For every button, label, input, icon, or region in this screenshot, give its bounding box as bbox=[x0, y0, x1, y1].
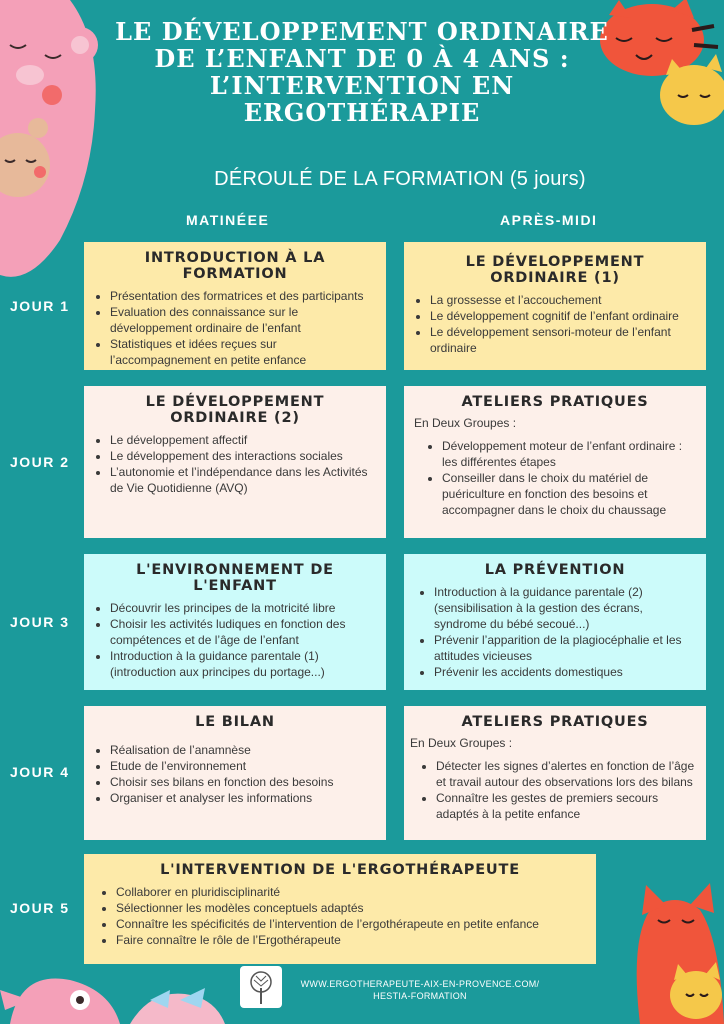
list-item: • Prévenir les accidents domestiques bbox=[434, 664, 696, 680]
list-item: • Evaluation des connaissance sur le développement ordinaire de l’enfant bbox=[110, 304, 376, 336]
day4-morning-card bbox=[84, 706, 386, 840]
list-item: • Statistiques et idées reçues sur l’accompagnement en petite enfance bbox=[110, 336, 376, 368]
list-item: • Introduction à la guidance parentale (2) (sensibilisation à la gestion des écrans, syndrome du bébé secoué...) bbox=[434, 584, 696, 632]
day3-afternoon-card bbox=[404, 554, 706, 690]
cat-illustration bbox=[620, 870, 724, 1024]
card-list bbox=[414, 292, 696, 356]
day2-afternoon-card bbox=[404, 386, 706, 538]
page-title: LE DÉVELOPPEMENT ORDINAIRE DE L’ENFANT DE 0 À 4 ANS : L’INTERVENTION EN ERGOTHÉRAPIE bbox=[115, 17, 609, 127]
list-item: • Choisir les activités ludiques en fonction des compétences et de l’âge de l’enfant bbox=[110, 616, 376, 648]
card-list bbox=[414, 438, 696, 518]
day-label-4: JOUR 4 bbox=[10, 764, 70, 780]
list-item: • Etude de l’environnement bbox=[110, 758, 376, 774]
list-item: • Conseiller dans le choix du matériel de puériculture en fonction des besoins et accompagner dans le choix du chaussage bbox=[442, 470, 696, 518]
list-item: • Le développement cognitif de l’enfant ordinaire bbox=[430, 308, 696, 324]
list-item: • Choisir ses bilans en fonction des besoins bbox=[110, 774, 376, 790]
card-title: ATELIERS PRATIQUES bbox=[461, 714, 649, 730]
card-list bbox=[414, 584, 696, 680]
card-intro: En Deux Groupes : bbox=[414, 416, 517, 430]
card-title: LE BILAN bbox=[195, 714, 275, 730]
card-list bbox=[94, 884, 586, 948]
card-title: L'ENVIRONNEMENT DE L'ENFANT bbox=[136, 562, 334, 594]
card-list bbox=[94, 288, 376, 368]
list-item: • Le développement affectif bbox=[110, 432, 376, 448]
card-list bbox=[94, 600, 376, 680]
tree-icon bbox=[240, 966, 282, 1008]
day1-afternoon-card bbox=[404, 242, 706, 370]
card-title: L'INTERVENTION DE L'ERGOTHÉRAPEUTE bbox=[160, 862, 520, 878]
list-item: • Prévenir l’apparition de la plagiocéphalie et les attitudes vicieuses bbox=[434, 632, 696, 664]
list-item: • La grossesse et l’accouchement bbox=[430, 292, 696, 308]
card-title: INTRODUCTION À LA FORMATION bbox=[144, 250, 326, 282]
list-item: • Le développement sensori-moteur de l’enfant ordinaire bbox=[430, 324, 696, 356]
column-header-morning: MATINÉEE bbox=[186, 212, 270, 228]
day-label-3: JOUR 3 bbox=[10, 614, 70, 630]
card-title: LE DÉVELOPPEMENT ORDINAIRE (1) bbox=[465, 254, 645, 286]
day-label-1: JOUR 1 bbox=[10, 298, 70, 314]
day-label-5: JOUR 5 bbox=[10, 900, 70, 916]
card-list bbox=[94, 432, 376, 496]
list-item: • Connaître les spécificités de l’intervention de l’ergothérapeute en petite enfance bbox=[116, 916, 586, 932]
column-header-afternoon: APRÈS-MIDI bbox=[500, 212, 598, 228]
hestia-logo bbox=[240, 966, 282, 1008]
footer-link[interactable] bbox=[290, 978, 550, 1002]
card-title: LA PRÉVENTION bbox=[484, 562, 626, 578]
list-item: • Introduction à la guidance parentale (1) (introduction aux principes du portage...) bbox=[110, 648, 376, 680]
card-title: ATELIERS PRATIQUES bbox=[461, 394, 649, 410]
day5-full-card bbox=[84, 854, 596, 964]
footer-url[interactable]: WWW.ERGOTHERAPEUTE-AIX-EN-PROVENCE.COM/ bbox=[300, 979, 540, 989]
card-title: LE DÉVELOPPEMENT ORDINAIRE (2) bbox=[145, 394, 325, 426]
card-intro: En Deux Groupes : bbox=[410, 736, 513, 750]
owl-illustration bbox=[0, 960, 230, 1024]
day1-morning-card bbox=[84, 242, 386, 370]
list-item: • Réalisation de l’anamnèse bbox=[110, 742, 376, 758]
day2-morning-card bbox=[84, 386, 386, 538]
day4-afternoon-card bbox=[404, 706, 706, 840]
list-item: • Sélectionner les modèles conceptuels adaptés bbox=[116, 900, 586, 916]
list-item: • Détecter les signes d’alertes en fonction de l’âge et travail autour des observations lors des bilans bbox=[436, 758, 696, 790]
card-list bbox=[94, 742, 376, 806]
list-item: • Le développement des interactions sociales bbox=[110, 448, 376, 464]
list-item: • Connaître les gestes de premiers secours adaptés à la petite enfance bbox=[436, 790, 696, 822]
day3-morning-card bbox=[84, 554, 386, 690]
list-item: • Collaborer en pluridisciplinarité bbox=[116, 884, 586, 900]
list-item: • Organiser et analyser les informations bbox=[110, 790, 376, 806]
subtitle: DÉROULÉ DE LA FORMATION (5 jours) bbox=[214, 168, 586, 190]
list-item: • L’autonomie et l’indépendance dans les Activités de Vie Quotidienne (AVQ) bbox=[110, 464, 376, 496]
list-item: • Développement moteur de l’enfant ordinaire : les différentes étapes bbox=[442, 438, 696, 470]
card-list bbox=[414, 758, 696, 822]
footer-path[interactable]: HESTIA-FORMATION bbox=[373, 991, 467, 1001]
list-item: • Faire connaître le rôle de l’Ergothérapeute bbox=[116, 932, 586, 948]
list-item: • Présentation des formatrices et des participants bbox=[110, 288, 376, 304]
day-label-2: JOUR 2 bbox=[10, 454, 70, 470]
list-item: • Découvrir les principes de la motricité libre bbox=[110, 600, 376, 616]
